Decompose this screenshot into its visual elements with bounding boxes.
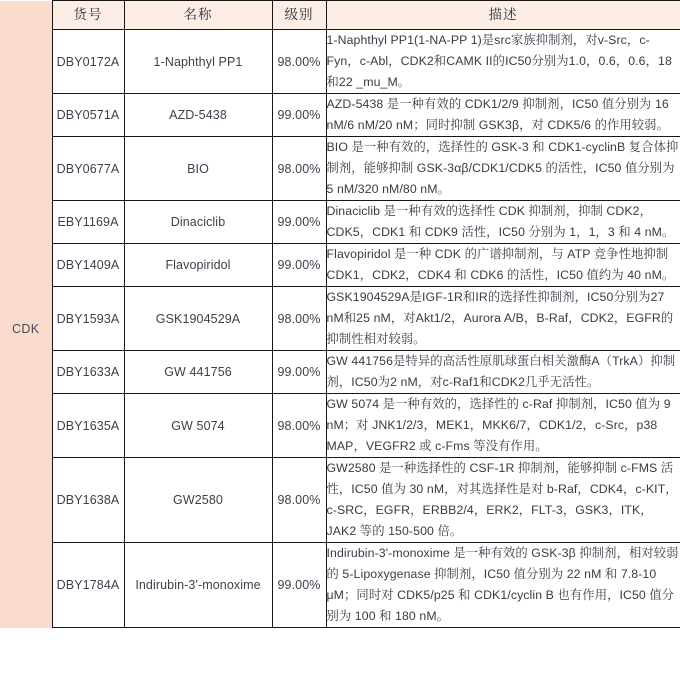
table-row [0, 394, 680, 458]
cell-grade: 99.00% [272, 351, 326, 394]
cell-product-name: GW 5074 [124, 394, 272, 458]
cell-description: GW 441756是特异的高活性原肌球蛋白相关激酶A（TrkA）抑制剂，IC50为2 nM，对c-Raf1和CDK2几乎无活性。 [326, 351, 680, 394]
cell-catalog-number: DBY1784A [52, 543, 124, 628]
cell-catalog-number: DBY0571A [52, 94, 124, 137]
table-row [0, 30, 680, 94]
table-row [0, 201, 680, 244]
cell-description: GW2580 是一种选择性的 CSF-1R 抑制剂，能够抑制 c-FMS 活性，IC50 值为 30 nM，对其选择性是对 b-Raf，CDK4，c-KIT，c-SRC，EGFR，ERBB2/4，ERK2，FLT-3，GSK3，ITK，JAK2 等的 150-500 倍。 [326, 458, 680, 543]
group-header-cell [0, 1, 52, 30]
column-header-grade: 级别 [272, 1, 326, 30]
table-body [0, 30, 680, 628]
table-row [0, 137, 680, 201]
cell-grade: 98.00% [272, 458, 326, 543]
cell-grade: 99.00% [272, 94, 326, 137]
cell-description: GW 5074 是一种有效的，选择性的 c-Raf 抑制剂，IC50 值为 9 nM；对 JNK1/2/3，MEK1，MKK6/7，CDK1/2，c-Src，p38 MAP，VEGFR2 或 c-Fms 等没有作用。 [326, 394, 680, 458]
cell-catalog-number: DBY0677A [52, 137, 124, 201]
table-row [0, 287, 680, 351]
cell-catalog-number: DBY1593A [52, 287, 124, 351]
cell-grade: 99.00% [272, 543, 326, 628]
table-row [0, 543, 680, 628]
cell-product-name: Dinaciclib [124, 201, 272, 244]
cell-product-name: Flavopiridol [124, 244, 272, 287]
column-header-description: 描述 [326, 1, 680, 30]
table-row [0, 244, 680, 287]
cell-product-name: AZD-5438 [124, 94, 272, 137]
cell-grade: 98.00% [272, 394, 326, 458]
cell-product-name: GW 441756 [124, 351, 272, 394]
cell-description: Indirubin-3'-monoxime 是一种有效的 GSK-3β 抑制剂，相对较弱的 5-Lipoxygenase 抑制剂，IC50 值分别为 22 nM 和 7.8-10 μM；同时对 CDK5/p25 和 CDK1/cyclin B 也有作用，IC50 值分别为 100 和 180 nM。 [326, 543, 680, 628]
cell-catalog-number: DBY1409A [52, 244, 124, 287]
cell-product-name: Indirubin-3'-monoxime [124, 543, 272, 628]
cell-grade: 98.00% [272, 287, 326, 351]
header-row [0, 1, 680, 30]
cell-product-name: 1-Naphthyl PP1 [124, 30, 272, 94]
table-row [0, 94, 680, 137]
cell-catalog-number: DBY1633A [52, 351, 124, 394]
group-cell-cdk: CDK [0, 30, 52, 628]
cell-grade: 98.00% [272, 137, 326, 201]
cell-description: Dinaciclib 是一种有效的选择性 CDK 抑制剂，抑制 CDK2，CDK5，CDK1 和 CDK9 活性，IC50 分别为 1，1，3 和 4 nM。 [326, 201, 680, 244]
cell-description: AZD-5438 是一种有效的 CDK1/2/9 抑制剂，IC50 值分别为 16 nM/6 nM/20 nM；同时抑制 GSK3β，对 CDK5/6 的作用较弱。 [326, 94, 680, 137]
table-header [0, 1, 680, 30]
cell-grade: 99.00% [272, 244, 326, 287]
column-header-catalog: 货号 [52, 1, 124, 30]
cell-catalog-number: DBY1635A [52, 394, 124, 458]
cell-catalog-number: DBY1638A [52, 458, 124, 543]
cell-product-name: BIO [124, 137, 272, 201]
cell-description: 1-Naphthyl PP1(1-NA-PP 1)是src家族抑制剂，对v-Src，c-Fyn，c-Abl，CDK2和CAMK II的IC50分别为1.0，0.6，0.6，18和22 _mu_M。 [326, 30, 680, 94]
cell-product-name: GSK1904529A [124, 287, 272, 351]
table-row [0, 351, 680, 394]
cell-catalog-number: DBY0172A [52, 30, 124, 94]
table-row [0, 458, 680, 543]
cell-description: GSK1904529A是IGF-1R和IR的选择性抑制剂，IC50分别为27 nM和25 nM，对Akt1/2，Aurora A/B，B-Raf，CDK2，EGFR的抑制性相对较弱。 [326, 287, 680, 351]
cell-description: BIO 是一种有效的，选择性的 GSK-3 和 CDK1-cyclinB 复合体抑制剂，能够抑制 GSK-3αβ/CDK1/CDK5 的活性，IC50 值分别为 5 nM/320 nM/80 nM。 [326, 137, 680, 201]
cell-grade: 99.00% [272, 201, 326, 244]
cell-product-name: GW2580 [124, 458, 272, 543]
cell-description: Flavopiridol 是一种 CDK 的广谱抑制剂，与 ATP 竞争性地抑制 CDK1，CDK2，CDK4 和 CDK6 的活性，IC50 值约为 40 nM。 [326, 244, 680, 287]
cell-grade: 98.00% [272, 30, 326, 94]
cell-catalog-number: EBY1169A [52, 201, 124, 244]
column-header-name: 名称 [124, 1, 272, 30]
